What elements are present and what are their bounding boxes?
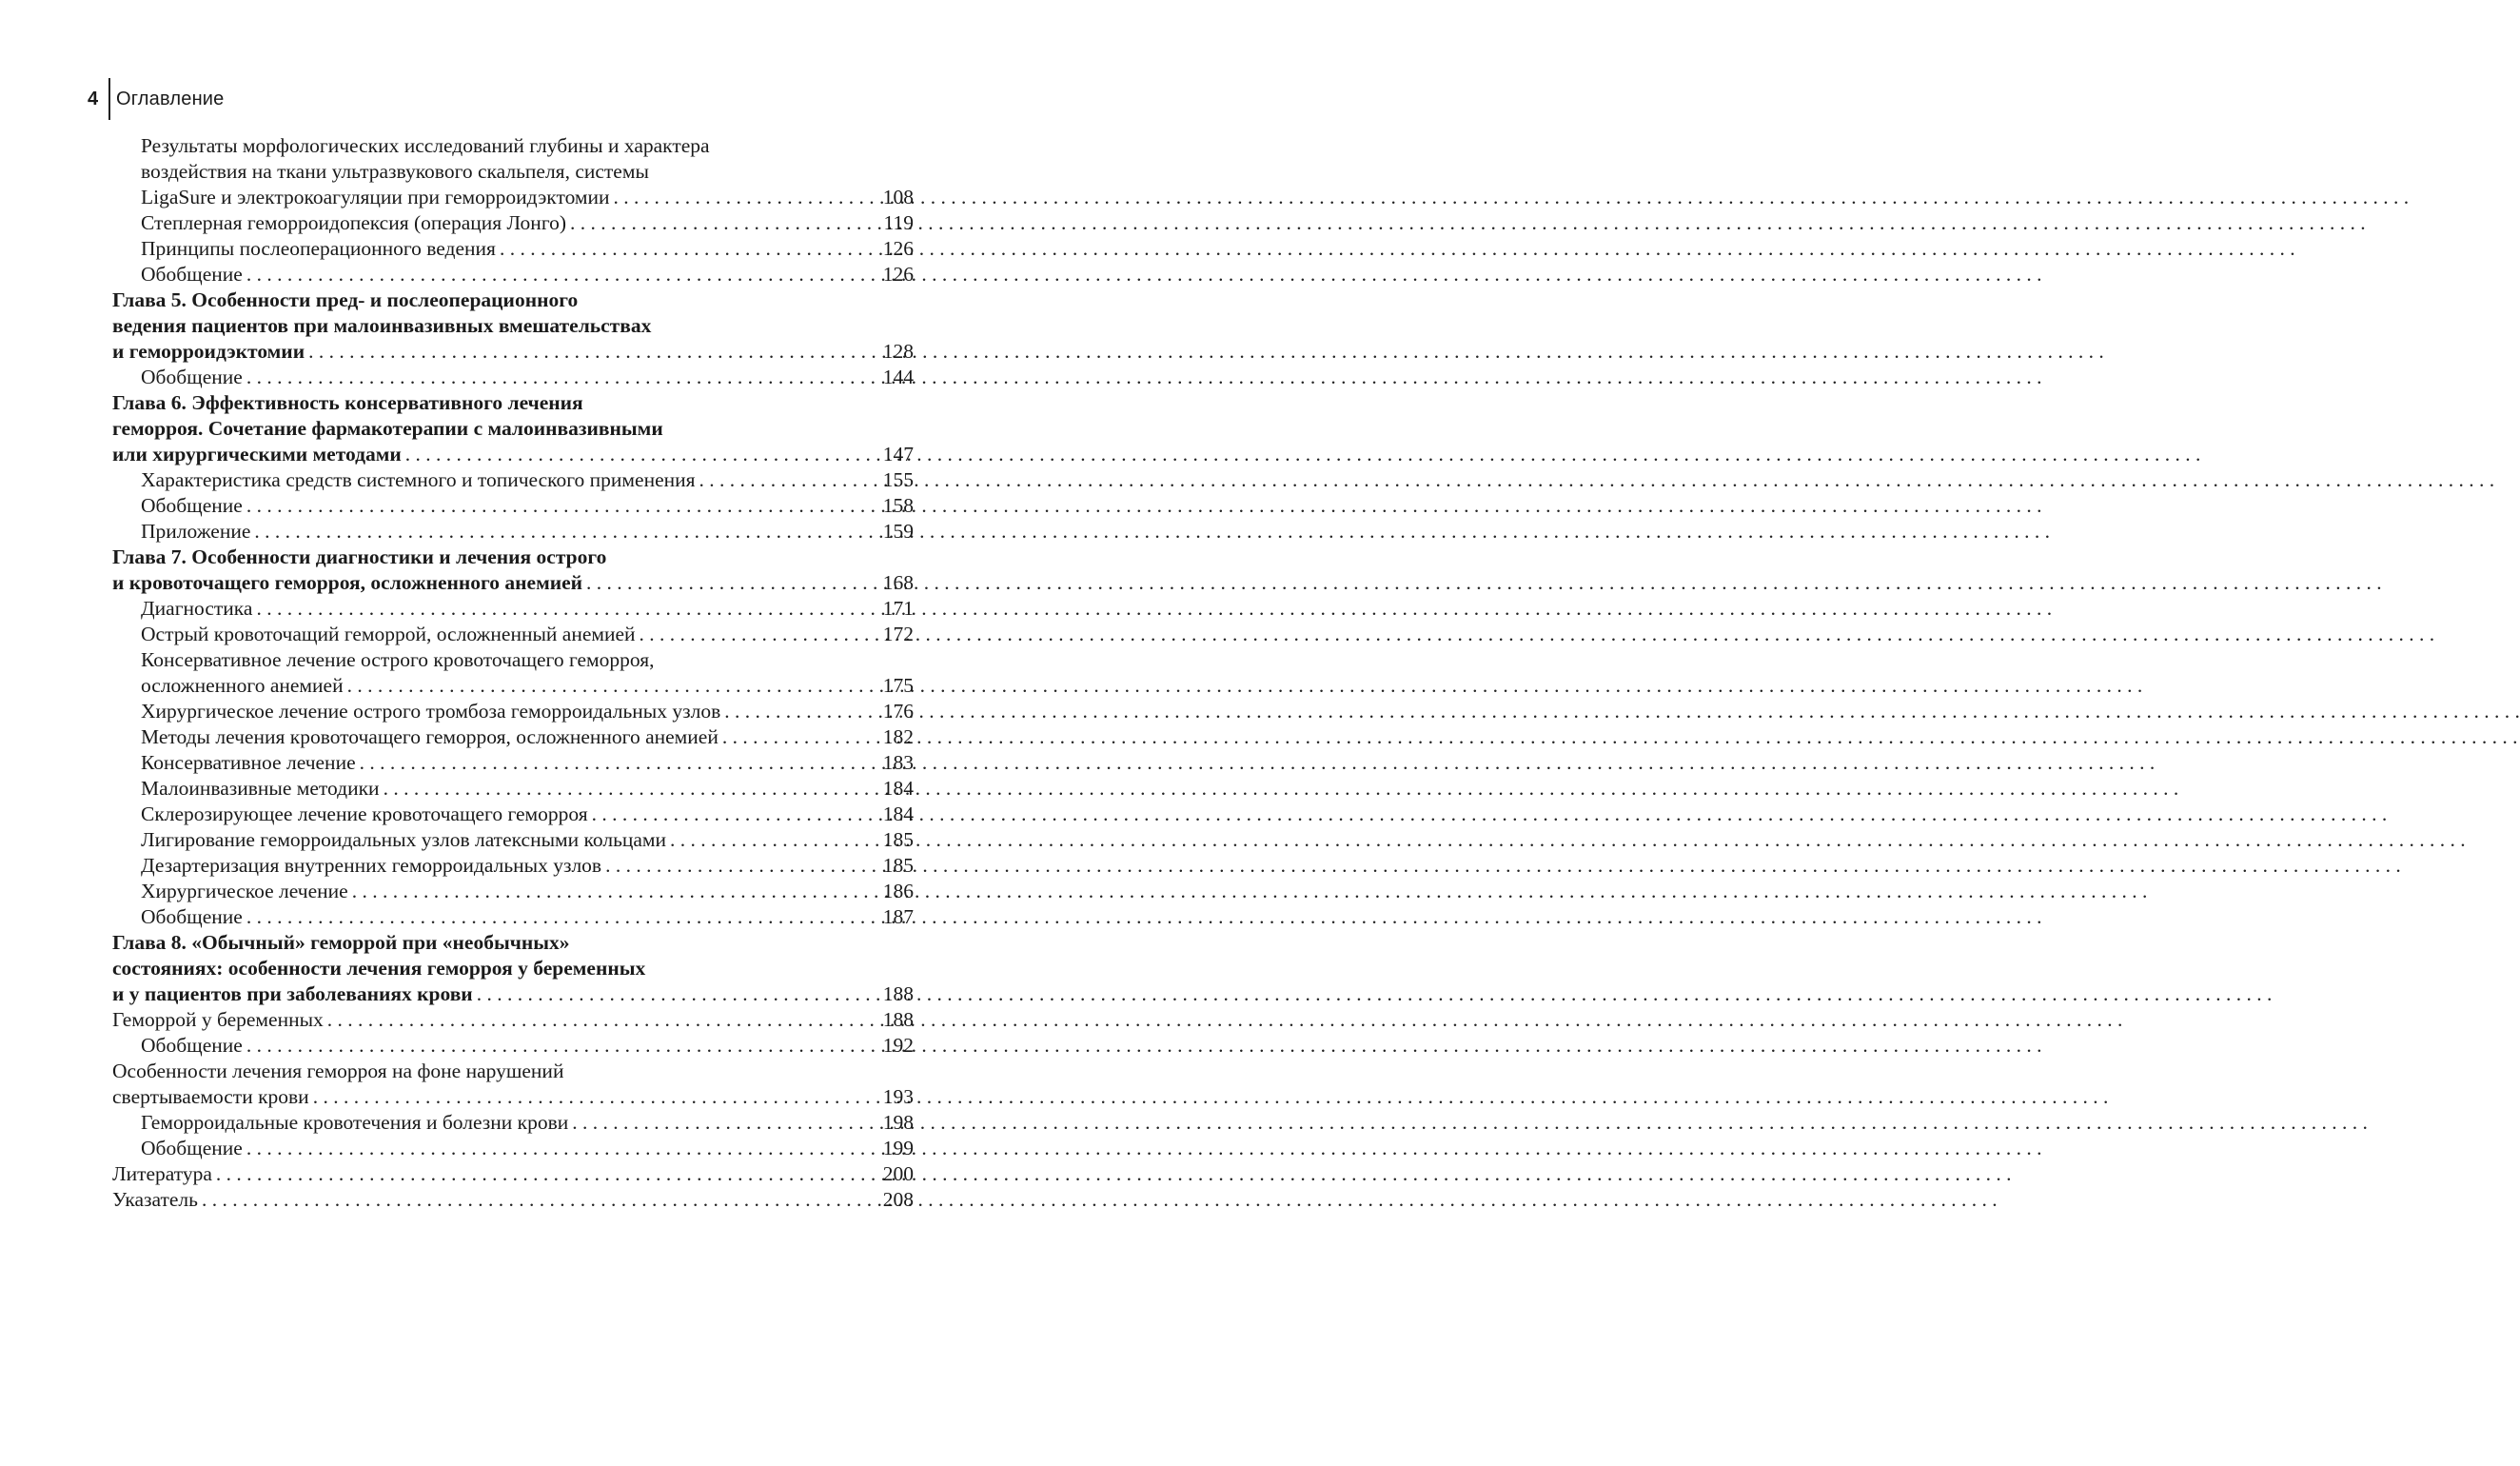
toc-entry-text: Обобщение <box>141 1137 243 1159</box>
toc-page-number: 208 <box>882 1188 914 1211</box>
toc-entry[interactable] <box>112 596 914 622</box>
toc-entry-text: Обобщение <box>141 1034 243 1057</box>
toc-page-number: 183 <box>882 751 914 774</box>
toc-page-number: 168 <box>882 571 914 594</box>
toc-entry-text: Лигирование геморроидальных узлов латексными кольцами <box>141 828 667 851</box>
toc-entry-text: Обобщение <box>141 494 243 517</box>
toc-entry-text: Консервативное лечение <box>141 751 356 774</box>
toc-entry[interactable] <box>112 802 914 827</box>
toc-entry[interactable] <box>112 724 914 750</box>
toc-entry-text: Острый кровоточащий геморрой, осложненный анемией <box>141 623 636 645</box>
toc-page-number: 155 <box>882 468 914 491</box>
toc-entry-text: и у пациентов при заболеваниях крови <box>112 982 473 1005</box>
toc-entry-text: Обобщение <box>141 263 243 286</box>
toc-entry[interactable] <box>112 1059 914 1110</box>
toc-entry-text: Малоинвазивные методики <box>141 777 380 800</box>
dot-leader <box>405 442 870 467</box>
dot-leader <box>592 802 870 827</box>
toc-entry[interactable] <box>112 827 914 853</box>
toc-entry[interactable] <box>112 904 914 930</box>
toc-entry-text: Диагностика <box>141 597 253 620</box>
toc-entry-text: осложненного анемией <box>141 674 344 697</box>
toc-chapter-entry[interactable] <box>112 930 914 1007</box>
toc-page-number: 193 <box>882 1085 914 1108</box>
toc-entry-text: Принципы послеоперационного ведения <box>141 237 496 260</box>
dot-leader <box>202 1187 870 1213</box>
toc-entry[interactable] <box>112 750 914 776</box>
dot-leader <box>384 776 870 802</box>
dot-leader <box>308 339 870 365</box>
toc-entry-text: LigaSure и электрокоагуляции при геморроидэктомии <box>141 186 610 208</box>
toc-entry-text: Обобщение <box>141 366 243 388</box>
dot-leader <box>347 673 870 699</box>
toc-page-number: 108 <box>882 186 914 208</box>
toc-entry[interactable] <box>112 467 914 493</box>
toc-entry-text: Результаты морфологических исследований глубины и характера <box>141 134 710 157</box>
toc-entry-text: Геморрой у беременных <box>112 1008 324 1031</box>
header-divider <box>108 78 110 120</box>
dot-leader <box>699 467 870 493</box>
toc-entry-text: геморроя. Сочетание фармакотерапии с малоинвазивными <box>112 417 663 440</box>
toc-page-number: 186 <box>882 880 914 902</box>
toc-entry-text: состояниях: особенности лечения геморроя у беременных <box>112 957 646 980</box>
toc-chapter-entry[interactable] <box>112 545 914 596</box>
dot-leader <box>246 904 870 930</box>
dot-leader <box>246 365 870 390</box>
toc-entry[interactable] <box>112 853 914 879</box>
toc-entry-text: Хирургическое лечение <box>141 880 348 902</box>
toc-entry-text: Степлерная геморроидопексия (операция Лонго) <box>141 211 567 234</box>
toc-entry-text: Консервативное лечение острого кровоточащего геморроя, <box>141 648 655 671</box>
toc-entry[interactable] <box>112 776 914 802</box>
toc-page-number: 200 <box>882 1162 914 1185</box>
dot-leader <box>586 570 870 596</box>
dot-leader <box>246 1033 870 1059</box>
toc-entry-text: Приложение <box>141 520 251 543</box>
toc-entry-text: Указатель <box>112 1188 198 1211</box>
toc-page-number: 199 <box>882 1137 914 1159</box>
toc-page-number: 128 <box>882 340 914 363</box>
toc-entry[interactable] <box>112 1161 914 1187</box>
toc-chapter-entry[interactable] <box>112 390 914 467</box>
toc-page-number: 185 <box>882 828 914 851</box>
toc-entry-text: или хирургическими методами <box>112 443 402 466</box>
dot-leader <box>570 210 870 236</box>
dot-leader <box>360 750 870 776</box>
toc-page-number: 175 <box>882 674 914 697</box>
toc-entry[interactable] <box>112 1007 914 1033</box>
toc-entry-text: Характеристика средств системного и топического применения <box>141 468 696 491</box>
toc-page-number: 184 <box>882 777 914 800</box>
toc-entry[interactable] <box>112 519 914 545</box>
toc-page-number: 182 <box>882 725 914 748</box>
dot-leader <box>722 724 870 750</box>
toc-entry[interactable] <box>112 236 914 262</box>
toc-page-number: 172 <box>882 623 914 645</box>
toc-entry-text: Глава 8. «Обычный» геморрой при «необычных» <box>112 931 570 954</box>
toc-chapter-entry[interactable] <box>112 287 914 365</box>
toc-page-number: 187 <box>882 905 914 928</box>
toc-entry[interactable] <box>112 1033 914 1059</box>
toc-entry-text: свертываемости крови <box>112 1085 309 1108</box>
toc-entry[interactable] <box>112 1136 914 1161</box>
toc-page-number: 144 <box>882 366 914 388</box>
toc-page-number: 198 <box>882 1111 914 1134</box>
toc-page-number: 126 <box>882 237 914 260</box>
page-number: 4 <box>88 88 99 109</box>
toc-page-number: 176 <box>882 700 914 723</box>
toc-entry-text: Склерозирующее лечение кровоточащего геморроя <box>141 802 588 825</box>
toc-entry-text: Глава 7. Особенности диагностики и лечения острого <box>112 545 607 568</box>
toc-entry[interactable] <box>112 647 914 699</box>
dot-leader <box>246 1136 870 1161</box>
toc-entry-text: воздействия на ткани ультразвукового скальпеля, системы <box>141 160 649 183</box>
toc-page-number: 171 <box>882 597 914 620</box>
toc-entry[interactable] <box>112 210 914 236</box>
toc-page-number: 119 <box>883 211 914 234</box>
running-title: Оглавление <box>116 88 225 109</box>
toc-entry[interactable] <box>112 133 914 210</box>
dot-leader <box>477 981 870 1007</box>
toc-entry[interactable] <box>112 699 914 724</box>
table-of-contents <box>112 133 914 1213</box>
toc-entry-text: Геморроидальные кровотечения и болезни крови <box>141 1111 569 1134</box>
toc-entry-text: Глава 6. Эффективность консервативного лечения <box>112 391 583 414</box>
toc-page-number: 159 <box>882 520 914 543</box>
toc-entry-text: и кровоточащего геморроя, осложненного анемией <box>112 571 583 594</box>
dot-leader <box>216 1161 870 1187</box>
page-header <box>88 78 225 120</box>
dot-leader <box>724 699 870 724</box>
toc-entry[interactable] <box>112 1187 914 1213</box>
dot-leader <box>640 622 870 647</box>
dot-leader <box>614 185 870 210</box>
dot-leader <box>327 1007 870 1033</box>
dot-leader <box>352 879 870 904</box>
toc-page-number: 126 <box>882 263 914 286</box>
toc-page-number: 192 <box>882 1034 914 1057</box>
toc-entry[interactable] <box>112 879 914 904</box>
toc-page-number: 147 <box>882 443 914 466</box>
dot-leader <box>254 519 870 545</box>
dot-leader <box>500 236 870 262</box>
toc-entry-text: Дезартеризация внутренних геморроидальных узлов <box>141 854 602 877</box>
toc-page-number: 188 <box>882 982 914 1005</box>
toc-entry-text: Литература <box>112 1162 212 1185</box>
toc-entry-text: Особенности лечения геморроя на фоне нарушений <box>112 1060 564 1082</box>
dot-leader <box>572 1110 870 1136</box>
toc-page-number: 185 <box>882 854 914 877</box>
toc-entry-text: и геморроидэктомии <box>112 340 305 363</box>
dot-leader <box>246 493 870 519</box>
toc-page-number: 184 <box>882 802 914 825</box>
toc-entry-text: Обобщение <box>141 905 243 928</box>
toc-page-number: 158 <box>882 494 914 517</box>
toc-entry[interactable] <box>112 262 914 287</box>
toc-entry-text: ведения пациентов при малоинвазивных вмешательствах <box>112 314 652 337</box>
toc-entry-text: Хирургическое лечение острого тромбоза геморроидальных узлов <box>141 700 721 723</box>
dot-leader <box>256 596 870 622</box>
dot-leader <box>313 1084 870 1110</box>
toc-entry-text: Глава 5. Особенности пред- и послеоперационного <box>112 288 579 311</box>
toc-entry-text: Методы лечения кровоточащего геморроя, осложненного анемией <box>141 725 719 748</box>
toc-entry[interactable] <box>112 365 914 390</box>
toc-page-number: 188 <box>882 1008 914 1031</box>
dot-leader <box>670 827 870 853</box>
dot-leader <box>605 853 870 879</box>
toc-entry[interactable] <box>112 493 914 519</box>
dot-leader <box>246 262 870 287</box>
toc-entry[interactable] <box>112 1110 914 1136</box>
toc-entry[interactable] <box>112 622 914 647</box>
